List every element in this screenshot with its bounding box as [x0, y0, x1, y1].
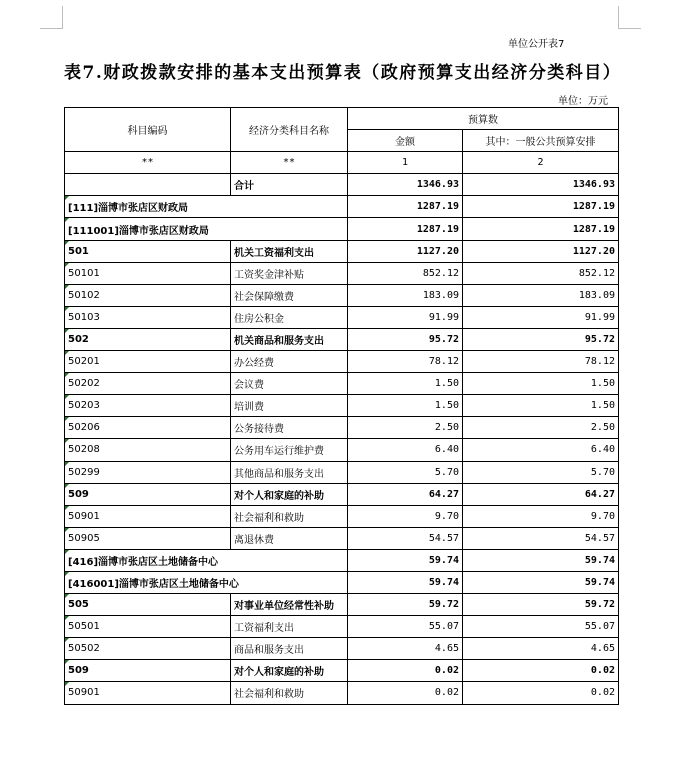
- table-row: [65, 571, 619, 593]
- table-row: [65, 439, 619, 461]
- cell-code: 50901: [65, 505, 231, 527]
- cell-name: 机关工资福利支出: [231, 240, 348, 262]
- cell-code: 50502: [65, 638, 231, 660]
- cell-name: 对个人和家庭的补助: [231, 483, 348, 505]
- col-header-budget: 预算数: [348, 108, 619, 130]
- table-row: [65, 638, 619, 660]
- cell-code: 50101: [65, 262, 231, 284]
- index-cell: **: [65, 152, 231, 174]
- cell-name: 住房公积金: [231, 306, 348, 328]
- table-row: [65, 461, 619, 483]
- cell-code: 50206: [65, 417, 231, 439]
- cell-general: 55.07: [463, 616, 619, 638]
- cell-amount: 9.70: [348, 505, 463, 527]
- cell-general: 0.02: [463, 660, 619, 682]
- cell-name: 公务接待费: [231, 417, 348, 439]
- cell-general: 1346.93: [463, 174, 619, 196]
- cell-amount: 59.74: [348, 549, 463, 571]
- cell-amount: 1.50: [348, 373, 463, 395]
- cell-general: 0.02: [463, 682, 619, 704]
- table-row: [65, 284, 619, 306]
- table-row: [65, 373, 619, 395]
- cell-code: [65, 174, 231, 196]
- col-header-code: 科目编码: [65, 108, 231, 152]
- cell-amount: 0.02: [348, 682, 463, 704]
- cell-name: 对事业单位经常性补助: [231, 594, 348, 616]
- cell-general: 4.65: [463, 638, 619, 660]
- cell-general: 9.70: [463, 505, 619, 527]
- budget-table-body: [65, 108, 619, 705]
- index-cell: 1: [348, 152, 463, 174]
- cell-name: 培训费: [231, 395, 348, 417]
- cell-code: 50905: [65, 527, 231, 549]
- cell-amount: 1346.93: [348, 174, 463, 196]
- cell-general: 5.70: [463, 461, 619, 483]
- cell-code: [111]淄博市张店区财政局: [65, 196, 348, 218]
- cell-general: 6.40: [463, 439, 619, 461]
- cell-general: 59.74: [463, 571, 619, 593]
- cell-general: 1287.19: [463, 218, 619, 240]
- cell-amount: 1127.20: [348, 240, 463, 262]
- cell-code: 505: [65, 594, 231, 616]
- table-row: [65, 483, 619, 505]
- table-row: [65, 262, 619, 284]
- col-header-general: 其中：一般公共预算安排: [463, 130, 619, 152]
- cell-code: 50201: [65, 351, 231, 373]
- cell-amount: 0.02: [348, 660, 463, 682]
- cell-amount: 183.09: [348, 284, 463, 306]
- table-row: [65, 306, 619, 328]
- cell-name: 社会保障缴费: [231, 284, 348, 306]
- cell-name: 社会福利和救助: [231, 682, 348, 704]
- table-row: [65, 240, 619, 262]
- cell-name: 工资福利支出: [231, 616, 348, 638]
- cell-general: 183.09: [463, 284, 619, 306]
- cell-general: 2.50: [463, 417, 619, 439]
- index-cell: 2: [463, 152, 619, 174]
- table-row: [65, 616, 619, 638]
- cell-general: 59.74: [463, 549, 619, 571]
- cell-name: 对个人和家庭的补助: [231, 660, 348, 682]
- cell-amount: 5.70: [348, 461, 463, 483]
- index-row: [65, 152, 619, 174]
- budget-table: [64, 107, 619, 705]
- cell-name: 公务用车运行维护费: [231, 439, 348, 461]
- page-corner-mark-left: [40, 6, 63, 29]
- cell-name: 会议费: [231, 373, 348, 395]
- cell-code: 50203: [65, 395, 231, 417]
- page-corner-mark-right: [618, 6, 641, 29]
- cell-code: [416001]淄博市张店区土地储备中心: [65, 571, 348, 593]
- cell-amount: 54.57: [348, 527, 463, 549]
- table-row: [65, 218, 619, 240]
- cell-name: 其他商品和服务支出: [231, 461, 348, 483]
- cell-name: 合计: [231, 174, 348, 196]
- cell-amount: 59.72: [348, 594, 463, 616]
- cell-general: 91.99: [463, 306, 619, 328]
- cell-amount: 1287.19: [348, 196, 463, 218]
- cell-general: 852.12: [463, 262, 619, 284]
- table-row: [65, 594, 619, 616]
- cell-amount: 91.99: [348, 306, 463, 328]
- cell-name: 办公经费: [231, 351, 348, 373]
- col-header-amount: 金额: [348, 130, 463, 152]
- cell-code: 50501: [65, 616, 231, 638]
- table-row: [65, 682, 619, 704]
- cell-code: 50901: [65, 682, 231, 704]
- cell-amount: 6.40: [348, 439, 463, 461]
- cell-code: 50208: [65, 439, 231, 461]
- cell-code: [416]淄博市张店区土地储备中心: [65, 549, 348, 571]
- table-row: [65, 328, 619, 350]
- cell-amount: 95.72: [348, 328, 463, 350]
- cell-general: 1127.20: [463, 240, 619, 262]
- cell-name: 离退休费: [231, 527, 348, 549]
- cell-name: 机关商品和服务支出: [231, 328, 348, 350]
- cell-general: 1.50: [463, 395, 619, 417]
- header-row: [65, 108, 619, 130]
- cell-amount: 1.50: [348, 395, 463, 417]
- index-cell: **: [231, 152, 348, 174]
- cell-general: 64.27: [463, 483, 619, 505]
- table-row: [65, 505, 619, 527]
- cell-name: 社会福利和救助: [231, 505, 348, 527]
- cell-code: 50202: [65, 373, 231, 395]
- cell-code: 50299: [65, 461, 231, 483]
- table-row: [65, 196, 619, 218]
- cell-amount: 64.27: [348, 483, 463, 505]
- col-header-name: 经济分类科目名称: [231, 108, 348, 152]
- cell-code: 501: [65, 240, 231, 262]
- cell-name: 商品和服务支出: [231, 638, 348, 660]
- table-row: [65, 417, 619, 439]
- cell-general: 78.12: [463, 351, 619, 373]
- cell-general: 95.72: [463, 328, 619, 350]
- unit-label: 单位：万元: [558, 96, 608, 107]
- cell-code: 509: [65, 483, 231, 505]
- cell-amount: 4.65: [348, 638, 463, 660]
- cell-general: 1287.19: [463, 196, 619, 218]
- cell-amount: 59.74: [348, 571, 463, 593]
- cell-amount: 78.12: [348, 351, 463, 373]
- table-row: [65, 174, 619, 196]
- cell-amount: 1287.19: [348, 218, 463, 240]
- cell-amount: 55.07: [348, 616, 463, 638]
- cell-amount: 852.12: [348, 262, 463, 284]
- cell-code: 50102: [65, 284, 231, 306]
- cell-general: 59.72: [463, 594, 619, 616]
- table-row: [65, 351, 619, 373]
- document-number: 单位公开表7: [508, 39, 565, 50]
- table-row: [65, 549, 619, 571]
- cell-general: 1.50: [463, 373, 619, 395]
- page-title: 表7.财政拨款安排的基本支出预算表（政府预算支出经济分类科目）: [64, 63, 622, 83]
- cell-general: 54.57: [463, 527, 619, 549]
- cell-amount: 2.50: [348, 417, 463, 439]
- cell-name: 工资奖金津补贴: [231, 262, 348, 284]
- cell-code: [111001]淄博市张店区财政局: [65, 218, 348, 240]
- cell-code: 502: [65, 328, 231, 350]
- table-row: [65, 660, 619, 682]
- cell-code: 509: [65, 660, 231, 682]
- table-row: [65, 395, 619, 417]
- cell-code: 50103: [65, 306, 231, 328]
- table-row: [65, 527, 619, 549]
